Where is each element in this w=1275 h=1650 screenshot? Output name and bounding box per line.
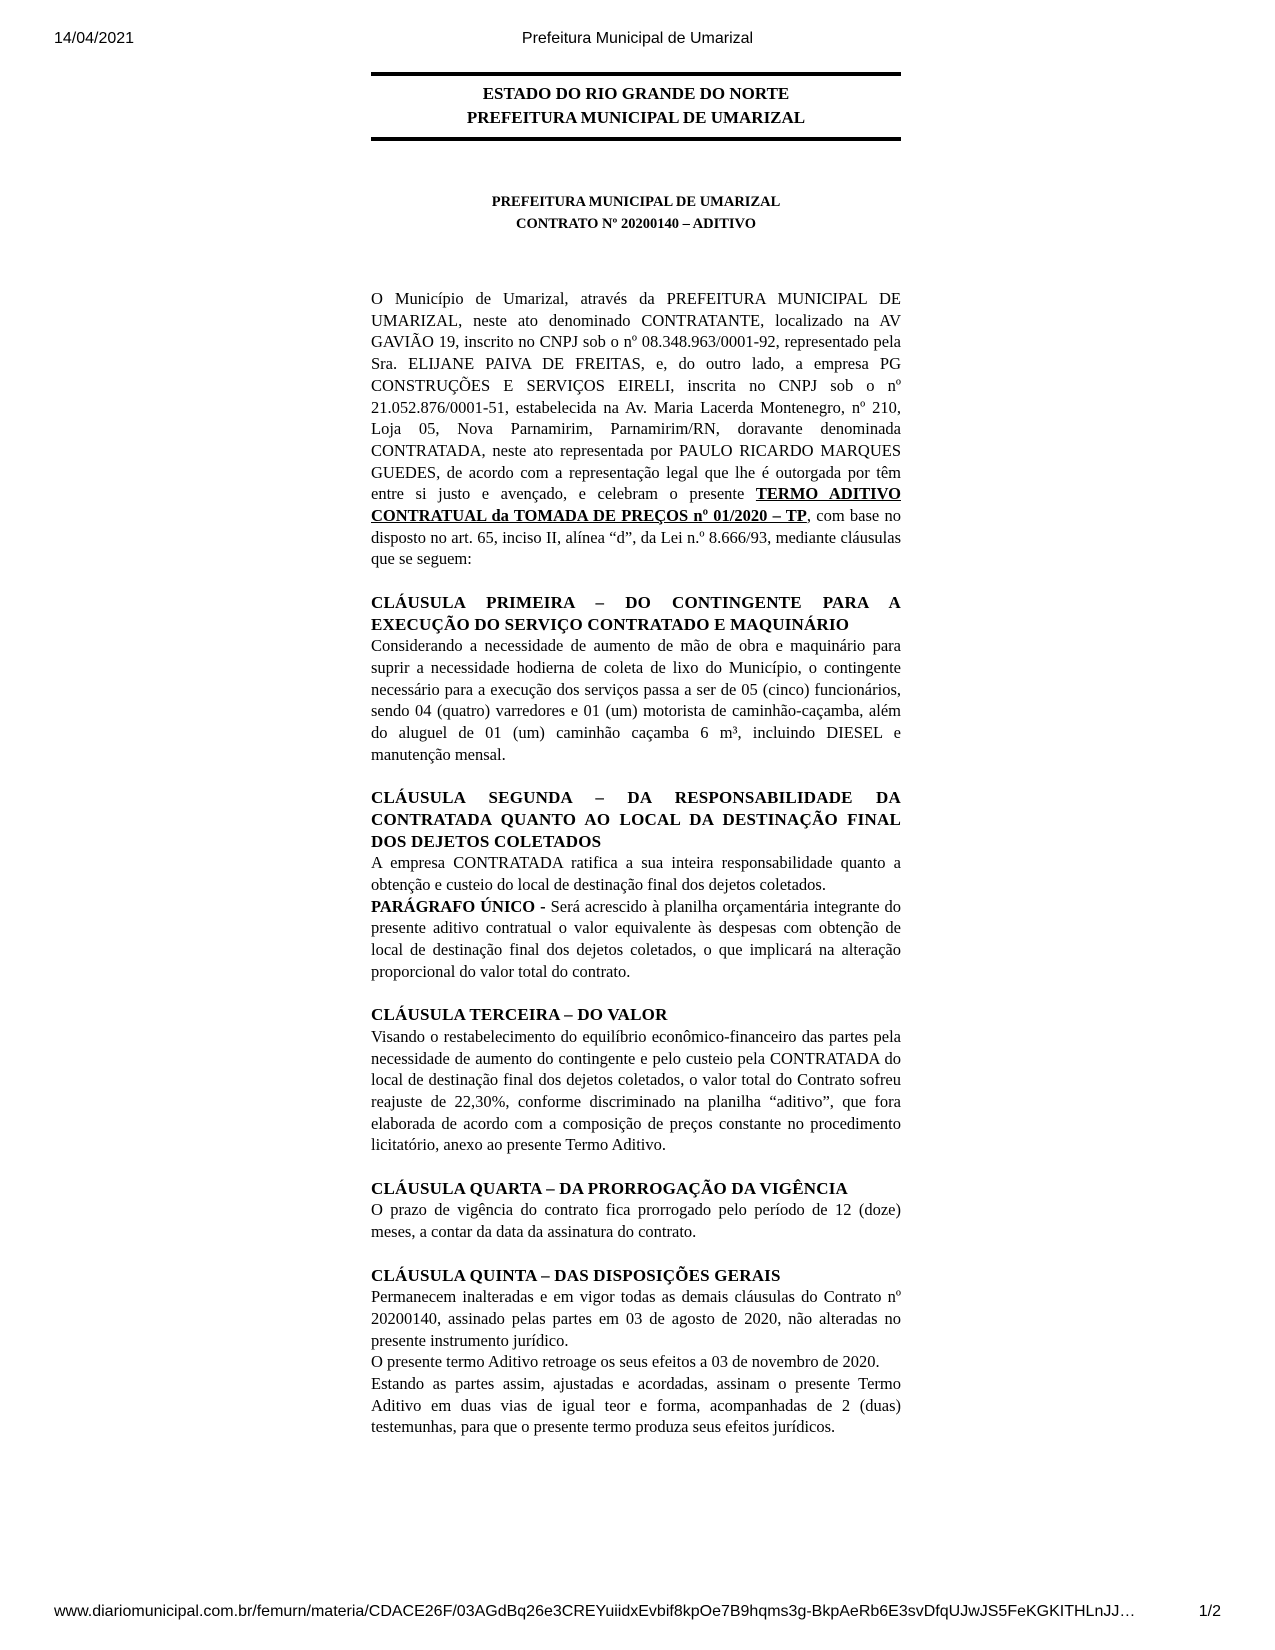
print-page-title: Prefeitura Municipal de Umarizal bbox=[521, 30, 754, 47]
title-contract-number: CONTRATO Nº 20200140 – ADITIVO bbox=[515, 216, 756, 232]
clause5-text-1: Permanecem inalteradas e em vigor todas as demais cláusulas do Contrato nº 20200140, assinado pelas partes em 03 de agosto de 2020, não alteradas no presente instrumento jurídico. bbox=[371, 1287, 901, 1350]
intro-text-end: , com base no disposto no art. 65, inciso II, alínea “d”, da Lei n.º 8.666/93, mediante cláusulas que se seguem: bbox=[371, 506, 901, 569]
document-title bbox=[371, 191, 901, 235]
document-body bbox=[371, 288, 901, 1438]
clause2-heading: CLÁUSULA SEGUNDA – DA RESPONSABILIDADE DA CONTRATADA QUANTO AO LOCAL DA DESTINAÇÃO FINAL DOS DEJETOS COLETADOS bbox=[371, 788, 901, 851]
clause2-sole-paragraph bbox=[371, 896, 901, 983]
clause2-sole-paragraph-label: PARÁGRAFO ÚNICO - bbox=[371, 896, 546, 916]
letterhead bbox=[371, 72, 901, 141]
clause4-text: O prazo de vigência do contrato fica prorrogado pelo período de 12 (doze) meses, a contar da data da assinatura do contrato. bbox=[371, 1200, 901, 1242]
intro-term-emphasis: TERMO ADITIVO CONTRATUAL da TOMADA DE PREÇOS nº 01/2020 – TP bbox=[371, 484, 901, 526]
print-footer-url: www.diariomunicipal.com.br/femurn/materia/CDACE26F/03AGdBq26e3CREYuiidxEvbif8kpOe7B9hqms3g-BkpAeRb6E3svDfqUJwJS5FeKGKITHLnJJ… bbox=[54, 1603, 1136, 1620]
clause2-sole-paragraph-text: Será acrescido à planilha orçamentária integrante do presente aditivo contratual o valor equivalente às despesas com obtenção de local de destinação final dos dejetos coletados, o que implicará na alteração proporcional do valor total do contrato. bbox=[371, 896, 902, 981]
title-organization: PREFEITURA MUNICIPAL DE UMARIZAL bbox=[491, 194, 781, 210]
clause5-heading: CLÁUSULA QUINTA – DAS DISPOSIÇÕES GERAIS bbox=[371, 1265, 781, 1285]
clause5-text-3: Estando as partes assim, ajustadas e acordadas, assinam o presente Termo Aditivo em duas vias de igual teor e forma, acompanhadas de 2 (duas) testemunhas, para que o presente termo produza seus efeitos jurídicos. bbox=[371, 1374, 901, 1437]
clause1-text: Considerando a necessidade de aumento de mão de obra e maquinário para suprir a necessidade hodierna de coleta de lixo do Município, o contingente necessário para a execução dos serviços passa a ser de 05 (cinco) funcionários, sendo 04 (quatro) varredores e 01 (um) motorista de caminhão-caçamba, além do aluguel de 01 (um) caminhão caçamba 6 m³, incluindo DIESEL e manutenção mensal. bbox=[371, 636, 901, 764]
clause3-heading: CLÁUSULA TERCEIRA – DO VALOR bbox=[371, 1005, 668, 1025]
clause5-text-2: O presente termo Aditivo retroage os seus efeitos a 03 de novembro de 2020. bbox=[371, 1352, 880, 1372]
intro-text: O Município de Umarizal, através da PREFEITURA MUNICIPAL DE UMARIZAL, neste ato denominado CONTRATANTE, localizado na AV GAVIÃO 19, inscrito no CNPJ sob o nº 08.348.963/0001-92, representado pela Sra. ELIJANE PAIVA DE FREITAS, e, do outro lado, a empresa PG CONSTRUÇÕES E SERVIÇOS EIRELI, inscrita no CNPJ sob o nº 21.052.876/0001-51, estabelecida na Av. Maria Lacerda Montenegro, nº 210, Loja 05, Nova Parnamirim, Parnamirim/RN, doravante denominada CONTRATADA, neste ato representada por PAULO RICARDO MARQUES GUEDES, de acordo com a representação legal que lhe é outorgada por têm entre si justo e avençado, e celebram o presente bbox=[371, 289, 901, 504]
clause3-text: Visando o restabelecimento do equilíbrio econômico-financeiro das partes pela necessidade de aumento do contingente e pelo custeio pela CONTRATADA do local de destinação final dos dejetos coletados, o valor total do Contrato sofreu reajuste de 22,30%, conforme discriminado na planilha “aditivo”, que fora elaborada de acordo com a composição de preços constante no procedimento licitatório, anexo ao presente Termo Aditivo. bbox=[371, 1026, 901, 1155]
intro-paragraph bbox=[371, 288, 901, 570]
print-page-number: 1/2 bbox=[1198, 1603, 1221, 1620]
print-date: 14/04/2021 bbox=[54, 30, 135, 47]
letterhead-municipality: PREFEITURA MUNICIPAL DE UMARIZAL bbox=[466, 108, 806, 127]
clause2-text: A empresa CONTRATADA ratifica a sua inteira responsabilidade quanto a obtenção e custeio do local de destinação final dos dejetos coletados. bbox=[371, 853, 901, 894]
document-page bbox=[371, 72, 901, 1438]
letterhead-state: ESTADO DO RIO GRANDE DO NORTE bbox=[482, 84, 790, 103]
clause1-heading: CLÁUSULA PRIMEIRA – DO CONTINGENTE PARA A EXECUÇÃO DO SERVIÇO CONTRATADO E MAQUINÁRIO bbox=[371, 592, 901, 634]
clause4-heading: CLÁUSULA QUARTA – DA PRORROGAÇÃO DA VIGÊNCIA bbox=[371, 1178, 849, 1198]
